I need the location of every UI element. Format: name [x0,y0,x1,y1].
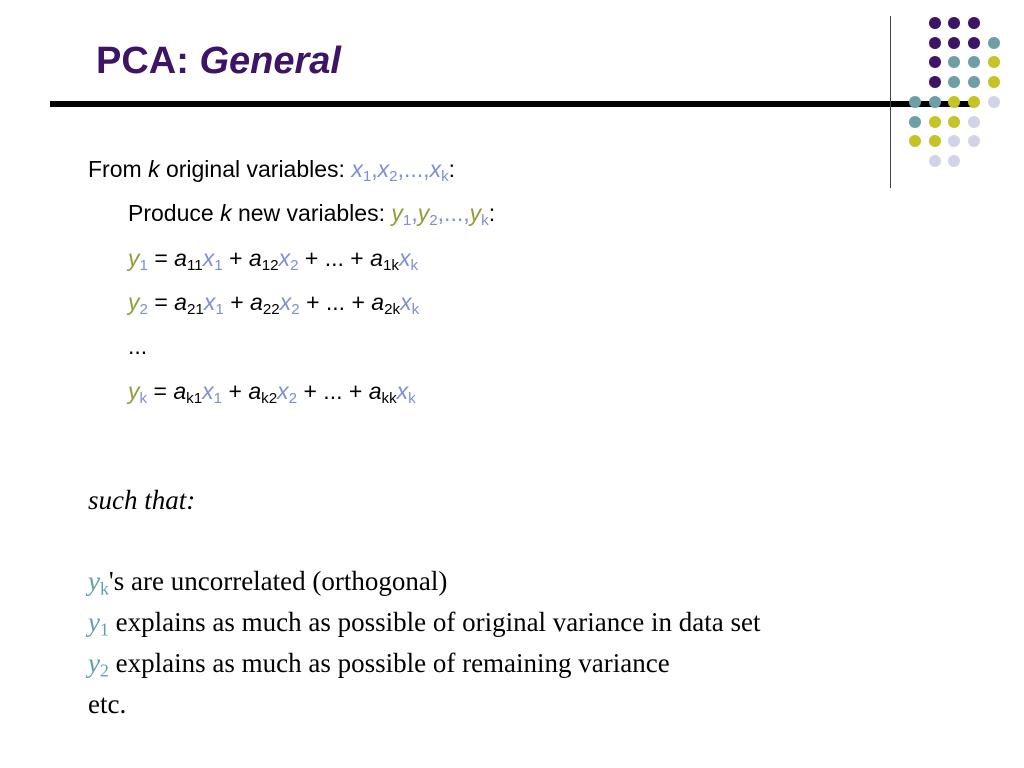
sub-2: 2 [429,211,438,229]
stmt-var: y [88,607,100,637]
eq-plus: + [230,289,244,315]
decorative-dot [968,76,980,88]
term-sub: 2 [288,389,298,407]
stmt-sub: 1 [99,619,109,640]
eq-equals: = [154,289,168,315]
stmt-text: explains as much as possible of original variance in data set [108,607,761,637]
equation-y1 [128,245,419,274]
decorative-dot [948,17,960,29]
eq-mid: + ... + [306,289,365,315]
stmt-sub: 2 [99,660,109,681]
eq-plus: + [229,245,243,271]
decorative-dot [948,116,960,128]
decorative-dot [948,135,960,147]
decorative-dot [968,56,980,68]
variable-list-y [391,200,489,229]
term-x: x [277,378,289,404]
term-x: x [398,245,411,271]
coef-a: a [248,245,262,271]
eq-mid: + ... + [303,378,363,404]
term-sub: 1 [213,389,223,407]
coef-a: a [250,289,263,315]
text-k: k [220,200,232,226]
decorative-dot [968,96,980,108]
coef-sub: 12 [261,256,279,274]
slide-title-emphasis: General [199,40,341,82]
coef-a: a [371,289,385,315]
sub-1: 1 [362,167,372,185]
eq-lhs-sub: 2 [139,300,148,318]
coef-a: a [248,378,262,404]
var-x: x [429,156,442,182]
line-from-k-original [88,156,456,185]
slide-title-prefix: PCA: [96,40,189,82]
coef-sub: 11 [186,256,203,274]
title-underline [50,101,971,107]
text-new-variables: new variables: [237,200,385,226]
decorative-dot [988,96,1000,108]
comma: , [411,200,418,226]
decorative-dot [968,17,980,29]
term-sub: k [408,389,416,407]
decorative-dot [948,37,960,49]
var-y: y [417,200,430,226]
eq-equals: = [153,378,167,404]
coef-sub: 22 [262,300,280,318]
coef-sub: k1 [186,389,203,407]
stmt-sub: k [99,578,109,599]
decorative-dot [929,76,941,88]
decorative-dot [929,155,941,167]
decorative-dot [968,135,980,147]
dots: ,..., [397,156,430,182]
eq-lhs-sub: k [139,389,148,407]
term-x: x [202,378,214,404]
eq-plus: + [228,378,242,404]
coef-sub: 2k [384,300,401,318]
coef-sub: 1k [382,256,399,274]
stmt-var: y [88,566,100,596]
decorative-dot [968,116,980,128]
statement-etc: etc. [88,689,127,719]
var-y: y [391,200,403,226]
coef-a: a [370,245,383,271]
sub-k: k [481,211,489,229]
vertical-divider [890,16,891,188]
comma: , [371,156,378,182]
stmt-var: y [88,648,100,678]
decorative-dot [929,96,941,108]
coef-a: a [174,245,187,271]
text-original-variables: original variables: [165,156,345,182]
term-sub: 2 [291,300,300,318]
equation-yk [128,378,416,407]
eq-equals: = [154,245,168,271]
term-x: x [278,245,291,271]
sub-2: 2 [389,167,398,185]
coef-sub: 21 [186,300,204,318]
term-x: x [400,289,412,315]
text-k: k [148,156,160,182]
statement-y2-variance [88,648,670,681]
decorative-dot [929,37,941,49]
decorative-dot [988,76,1000,88]
eq-lhs-sub: 1 [139,256,148,274]
equation-y2 [128,289,420,318]
coef-a: a [174,289,187,315]
eq-lhs-var: y [128,289,140,315]
term-sub: k [410,256,419,274]
slide-title [96,42,341,80]
stmt-text: 's are uncorrelated (orthogonal) [108,566,448,596]
statement-y1-variance [88,607,761,640]
decorative-dot [948,155,960,167]
decorative-dot [929,56,941,68]
decorative-dot [929,116,941,128]
decorative-dot [909,135,921,147]
dots: ,..., [437,200,470,226]
term-x: x [279,289,292,315]
coef-sub: k2 [261,389,278,407]
coef-sub: kk [381,389,397,407]
var-x: x [351,156,363,182]
eq-lhs-var: y [128,245,140,271]
decorative-dot [929,135,941,147]
term-x: x [203,289,216,315]
text-produce: Produce [128,200,214,226]
decorative-dot [948,96,960,108]
decorative-dot [909,116,921,128]
line-produce-k-new [128,200,496,229]
sub-k: k [441,167,449,185]
decorative-dot [948,76,960,88]
coef-a: a [368,378,382,404]
coef-a: a [173,378,187,404]
text-from: From [88,156,142,182]
term-sub: 1 [214,256,223,274]
term-x: x [202,245,215,271]
decorative-dot [909,96,921,108]
eq-mid: + ... + [304,245,364,271]
var-y: y [469,200,482,226]
such-that-heading: such that: [88,485,196,515]
decorative-dot [948,56,960,68]
sub-1: 1 [402,211,412,229]
stmt-text: explains as much as possible of remaining variance [108,648,670,678]
equation-ellipsis: ... [128,333,148,359]
decorative-dot [968,37,980,49]
term-sub: 1 [215,300,224,318]
statement-uncorrelated [88,566,448,599]
term-sub: k [411,300,420,318]
term-sub: 2 [290,256,299,274]
eq-lhs-var: y [128,378,140,404]
decorative-dot [929,17,941,29]
var-x: x [377,156,390,182]
decorative-dot [988,56,1000,68]
decorative-dot [988,37,1000,49]
term-x: x [396,378,409,404]
variable-list-x [351,156,449,185]
colon: : [448,156,456,182]
colon: : [488,200,496,226]
